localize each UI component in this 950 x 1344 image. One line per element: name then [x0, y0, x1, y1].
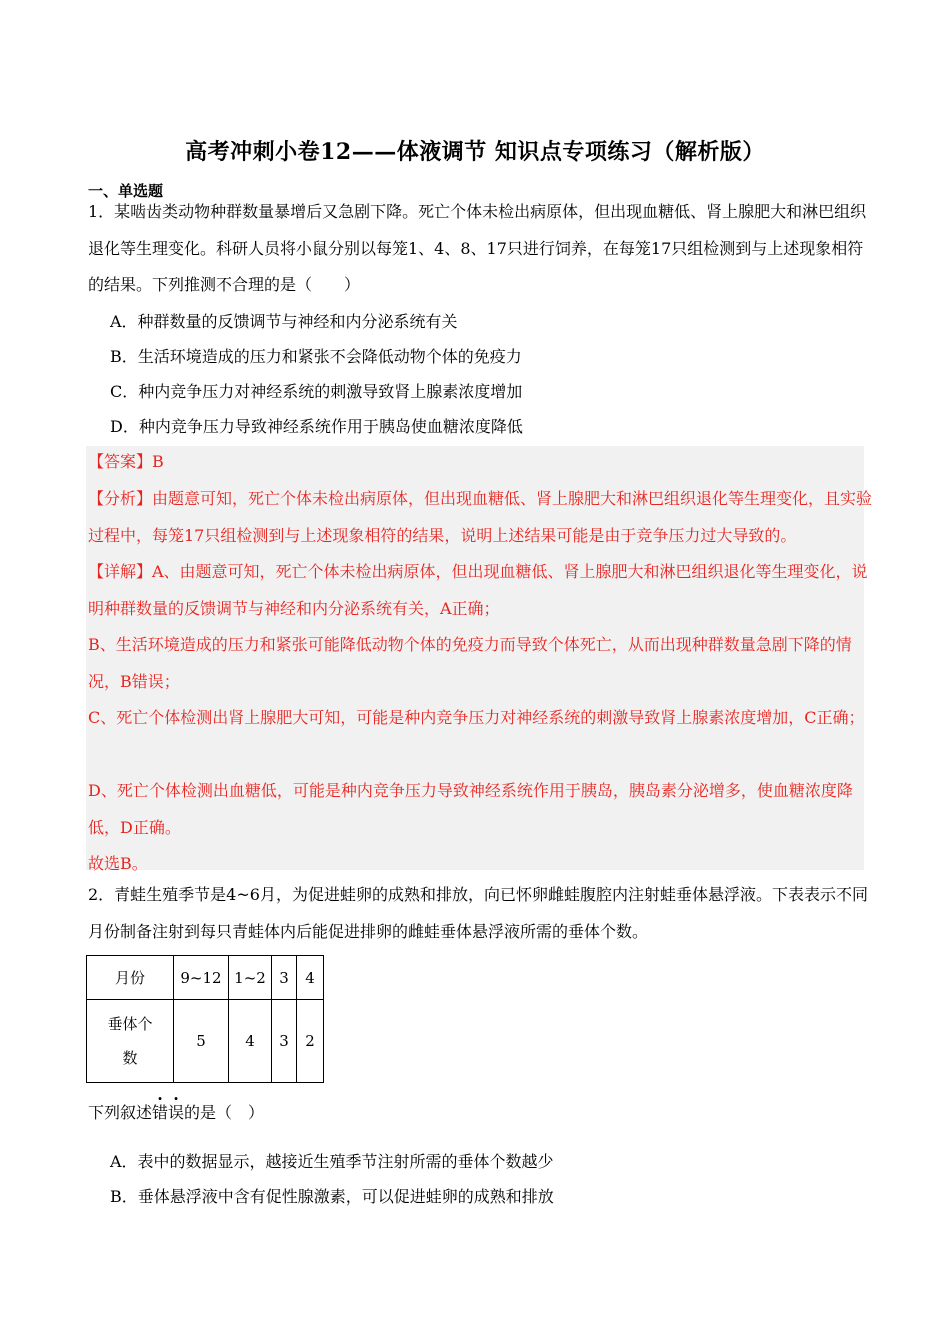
lead-text-after: 的是（ ）: [184, 1103, 265, 1122]
conclusion-text: 故选B。: [88, 854, 148, 873]
table-cell: 5: [174, 1000, 229, 1083]
question-1-option-d: D．种内竞争压力导致神经系统作用于胰岛使血糖浓度降低: [110, 417, 523, 436]
table-header-cell: 1~2: [229, 956, 272, 1000]
pituitary-count-table: [86, 955, 324, 1083]
section-heading: 一、单选题: [88, 182, 164, 200]
question-2-option-a: A．表中的数据显示，越接近生殖季节注射所需的垂体个数越少: [110, 1152, 554, 1171]
table-header-cell: 月份: [87, 956, 174, 1000]
table-header-cell: 9~12: [174, 956, 229, 1000]
detail-text-a: 【详解】A、由题意可知，死亡个体未检出病原体，但出现血糖低、肾上腺肥大和淋巴组织退化等生理变化，说明种群数量的反馈调节与神经和内分泌系统有关，A正确；: [88, 562, 868, 618]
table-row: [87, 1000, 324, 1083]
table-header-cell: 4: [297, 956, 324, 1000]
detail-text-b: B、生活环境造成的压力和紧张可能降低动物个体的免疫力而导致个体死亡，从而出现种群数量急剧下降的情况，B错误；: [88, 635, 852, 691]
lead-text-before: 下列叙述: [88, 1103, 153, 1122]
emphasis-char: 误: [168, 1103, 185, 1122]
question-1-option-a: A．种群数量的反馈调节与神经和内分泌系统有关: [110, 312, 458, 331]
question-1-stem: 1．某啮齿类动物种群数量暴增后又急剧下降。死亡个体未检出病原体，但出现血糖低、肾上腺肥大和淋巴组织退化等生理变化。科研人员将小鼠分别以每笼1、4、8、17只进行饲养，在每笼17只组检测到与上述现象相符的结果。下列推测不合理的是（ ）: [88, 202, 867, 294]
question-2-lead: [88, 1101, 264, 1125]
emphasis-char: 错: [152, 1103, 169, 1122]
detail-text-c: C、死亡个体检测出肾上腺肥大可知，可能是种内竞争压力对神经系统的刺激导致肾上腺素浓度增加，C正确；: [88, 708, 865, 727]
table-cell: 垂体个数: [87, 1000, 174, 1083]
question-2-option-b: B．垂体悬浮液中含有促性腺激素，可以促进蛙卵的成熟和排放: [110, 1187, 554, 1206]
answer-line: 【答案】B: [88, 452, 164, 471]
question-2-stem: 2．青蛙生殖季节是4~6月，为促进蛙卵的成熟和排放，向已怀卵雌蛙腹腔内注射蛙垂体悬浮液。下表表示不同月份制备注射到每只青蛙体内后能促进排卵的雌蛙垂体悬浮液所需的垂体个数。: [88, 885, 868, 941]
page-title: 高考冲刺小卷12——体液调节 知识点专项练习（解析版）: [185, 139, 765, 165]
table-header-cell: 3: [272, 956, 297, 1000]
question-1-option-b: B．生活环境造成的压力和紧张不会降低动物个体的免疫力: [110, 347, 522, 366]
table-cell: 3: [272, 1000, 297, 1083]
question-1-option-c: C．种内竞争压力对神经系统的刺激导致肾上腺素浓度增加: [110, 382, 523, 401]
table-cell: 2: [297, 1000, 324, 1083]
analysis-text: 【分析】由题意可知，死亡个体未检出病原体，但出现血糖低、肾上腺肥大和淋巴组织退化等生理变化，且实验过程中，每笼17只组检测到与上述现象相符的结果，说明上述结果可能是由于竞争压力过大导致的。: [88, 489, 873, 545]
detail-text-d: D、死亡个体检测出血糖低，可能是种内竞争压力导致神经系统作用于胰岛，胰岛素分泌增多，使血糖浓度降低，D正确。: [88, 781, 853, 837]
table-cell: 4: [229, 1000, 272, 1083]
table-row: [87, 956, 324, 1000]
